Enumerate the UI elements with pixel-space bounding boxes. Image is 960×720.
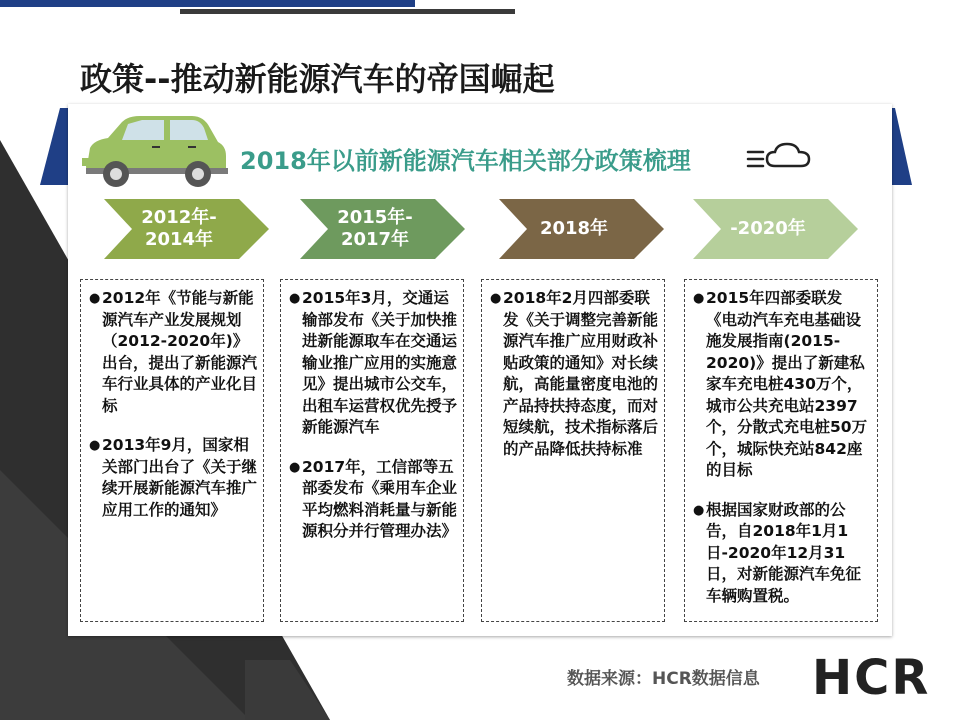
policy-card-2015-2017 (280, 279, 464, 622)
policy-item: ● 2015年3月，交通运输部发布《关于加快推进新能源取车在交通运输业推广应用的实施意见》提出城市公交车，出租车运营权优先授予新能源汽车 (289, 289, 458, 436)
top-accent-line (180, 9, 515, 14)
bullet-icon: ● (289, 459, 301, 475)
timeline-label: 2015年- 2017年 (337, 207, 413, 250)
timeline-arrow-2018 (499, 199, 669, 259)
timeline-label: -2020年 (730, 218, 806, 239)
policy-item: ● 2015年四部委联发《电动汽车充电基础设施发展指南(2015-2020)》提出了新建私家车充电桩430万个，城市公共充电站2397个，分散式充电桩50万个，城际快充站842座的目标 (693, 289, 868, 479)
cloud-icon (745, 140, 815, 172)
car-icon (80, 110, 230, 190)
timeline-arrow-2015-2017 (300, 199, 470, 259)
section-subtitle: 2018年以前新能源汽车相关部分政策梳理 (240, 147, 691, 175)
bullet-icon: ● (289, 291, 301, 306)
policy-item: ● 2018年2月四部委联发《关于调整完善新能源汽车推广应用财政补贴政策的通知》对长续航，高能量密度电池的产品持扶持态度，而对短续航，技术指标落后的产品降低扶持标准 (490, 289, 659, 458)
timeline-arrow-2020 (693, 199, 863, 259)
policy-card-2020 (684, 279, 878, 622)
data-source: 数据来源：HCR数据信息 (567, 669, 760, 689)
hcr-logo: HCR (812, 650, 931, 706)
policy-card-2012-2014 (80, 279, 264, 622)
timeline-arrow-2012-2014 (104, 199, 274, 259)
bullet-icon: ● (89, 438, 101, 453)
policy-item: ● 2017年，工信部等五部委发布《乘用车企业平均燃料消耗量与新能源积分并行管理办法》 (289, 457, 458, 540)
bullet-icon: ● (490, 291, 502, 306)
bullet-icon: ● (693, 502, 705, 518)
bullet-icon: ● (89, 291, 101, 306)
top-accent-bar (0, 0, 415, 7)
policy-item: ● 2012年《节能与新能源汽车产业发展规划（2012-2020年)》出台，提出了新能源汽车行业具体的产业化目标 (89, 289, 258, 415)
policy-item: ● 2013年9月，国家相关部门出台了《关于继续开展新能源汽车推广应用工作的通知》 (89, 436, 258, 519)
policy-card-2018 (481, 279, 665, 622)
bullet-icon: ● (693, 291, 705, 306)
page-title: 政策--推动新能源汽车的帝国崛起 (80, 60, 555, 98)
policy-item: ● 根据国家财政部的公告，自2018年1月1日-2020年12月31日，对新能源汽车免征车辆购置税。 (693, 500, 862, 605)
timeline-label: 2018年 (539, 218, 609, 239)
timeline-label: 2012年- 2014年 (141, 207, 217, 250)
